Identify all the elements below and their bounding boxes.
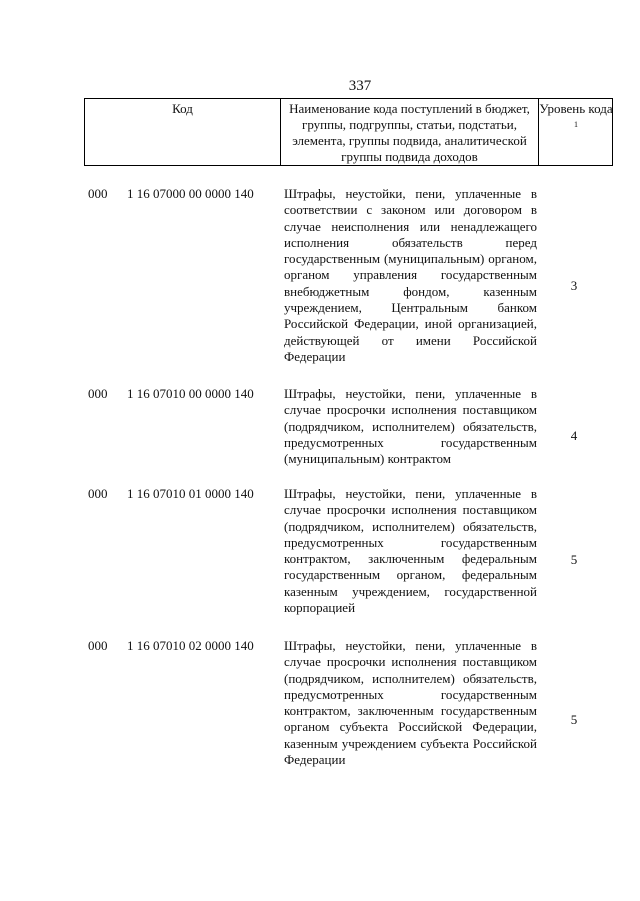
header-level-footnote: 1 xyxy=(574,120,578,129)
row-prefix: 000 xyxy=(88,386,108,401)
row-description: Штрафы, неустойки, пени, уплаченные в соответствии с законом или договором в случае неисполнения или ненадлежащего исполнения обязательств перед государственным (муниципальным) органом, органом управления государственным внебюджетным фондом, казенным учреждением, Центральным банком Российской Федерации, иной организацией, действующей от имени Российской Федерации xyxy=(284,186,537,364)
row-code: 1 16 07010 00 0000 140 xyxy=(127,386,254,401)
row-code: 1 16 07000 00 0000 140 xyxy=(127,186,254,201)
row-level: 5 xyxy=(570,712,578,727)
page-number: 337 xyxy=(348,78,372,94)
row-description: Штрафы, неустойки, пени, уплаченные в случае просрочки исполнения поставщиком (подрядчиком, исполнителем) обязательств, предусмотренных государственным контрактом, заключенным государственным органом субъекта Российской Федерации, казенным учреждением субъекта Российской Федерации xyxy=(284,638,537,768)
row-level: 4 xyxy=(570,428,578,443)
row-prefix: 000 xyxy=(88,486,108,501)
row-level: 3 xyxy=(570,278,578,293)
row-level: 5 xyxy=(570,552,578,567)
header-level xyxy=(539,99,613,165)
row-code: 1 16 07010 01 0000 140 xyxy=(127,486,254,501)
row-prefix: 000 xyxy=(88,638,108,653)
row-prefix: 000 xyxy=(88,186,108,201)
table-header xyxy=(84,98,613,166)
row-description: Штрафы, неустойки, пени, уплаченные в случае просрочки исполнения поставщиком (подрядчиком, исполнителем) обязательств, предусмотренных государственным (муниципальным) контрактом xyxy=(284,386,537,467)
header-level-label: Уровень кода xyxy=(539,101,613,116)
row-description: Штрафы, неустойки, пени, уплаченные в случае просрочки исполнения поставщиком (подрядчиком, исполнителем) обязательств, предусмотренных государственным контрактом, заключенным федеральным государственным органом, федеральным казенным учреждением, государственной корпорацией xyxy=(284,486,537,616)
header-name: Наименование кода поступлений в бюджет, группы, подгруппы, статьи, подстатьи, элемента, группы подвида, аналитической группы подвида доходов xyxy=(281,99,539,165)
row-code: 1 16 07010 02 0000 140 xyxy=(127,638,254,653)
header-code: Код xyxy=(85,99,281,165)
